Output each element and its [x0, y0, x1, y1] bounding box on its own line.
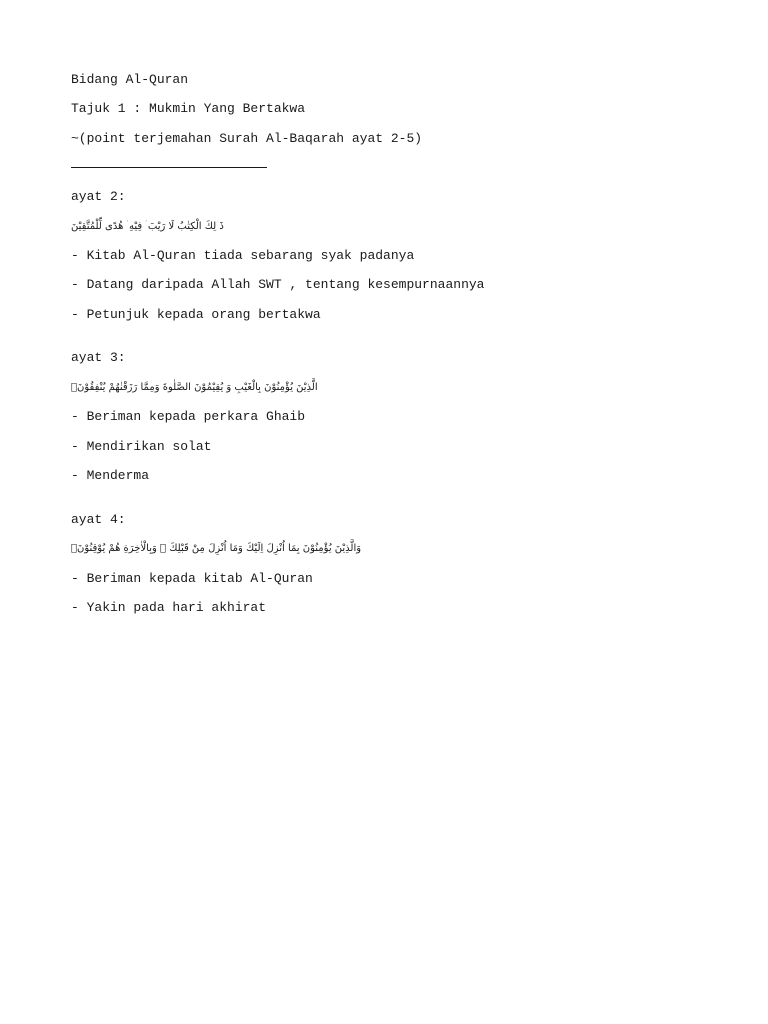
section-heading-ayat-4: ayat 4: — [71, 512, 126, 527]
point-item: - Beriman kepada perkara Ghaib — [71, 409, 306, 424]
point-item: - Datang daripada Allah SWT , tentang kesempurnaannya — [71, 277, 485, 292]
arabic-verse-ayat-4: وَالَّذِيْنَ يُؤْمِنُوْنَ بِمَا اُنْزِلَ اِلَيْكَ وَمَا اُنْزِلَ مِنْ قَبْلِكَ ۚ وَبِالْاٰخِرَةِ هُمْ يُوْقِنُوْنَۗ — [71, 543, 362, 554]
divider-line — [71, 167, 267, 168]
point-item: - Petunjuk kepada orang bertakwa — [71, 307, 321, 322]
point-item: - Yakin pada hari akhirat — [71, 600, 267, 615]
arabic-verse-ayat-2: ذَ لِكَ الْكِتٰبُ لَا رَيْبَ ۛ فِيْهِ ۛ هُدًى لِّلْمُتَّقِيْنَ — [71, 221, 224, 232]
point-item: - Beriman kepada kitab Al-Quran — [71, 571, 313, 586]
subject-title: Bidang Al-Quran — [71, 72, 189, 87]
point-item: - Mendirikan solat — [71, 439, 212, 454]
point-item: - Menderma — [71, 468, 150, 483]
point-item: - Kitab Al-Quran tiada sebarang syak padanya — [71, 248, 415, 263]
translation-note: ~(point terjemahan Surah Al-Baqarah ayat 2-5) — [71, 131, 423, 146]
topic-title: Tajuk 1 : Mukmin Yang Bertakwa — [71, 101, 306, 116]
section-heading-ayat-3: ayat 3: — [71, 350, 126, 365]
arabic-verse-ayat-3: الَّذِيْنَ يُؤْمِنُوْنَ بِالْغَيْبِ وَ يُقِيْمُوْنَ الصَّلٰوةَ وَمِمَّا رَزَقْنٰهُمْ يُنْفِقُوْنَۙ — [71, 382, 318, 393]
section-heading-ayat-2: ayat 2: — [71, 189, 126, 204]
